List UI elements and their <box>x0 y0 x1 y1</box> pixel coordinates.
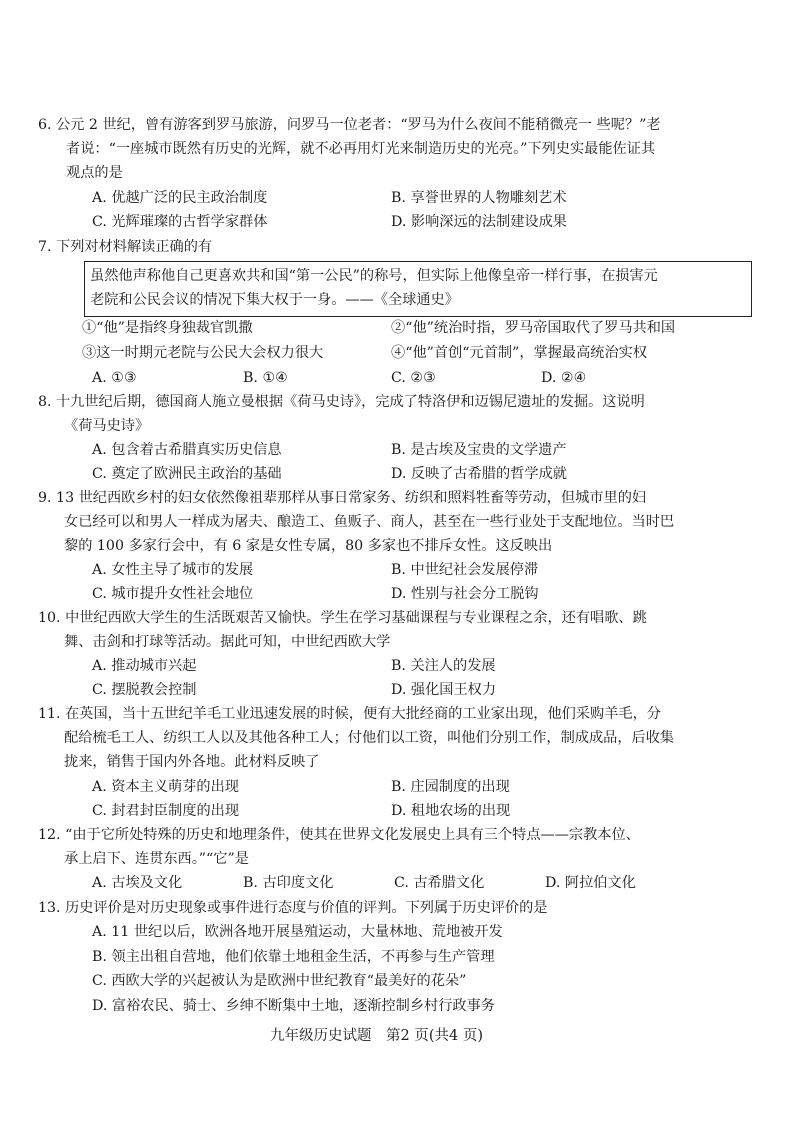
q7-option-d: D. ②④ <box>541 370 587 386</box>
q10-option-d: D. 强化国王权力 <box>391 682 497 698</box>
q11-stem-line3: 拢来，销售于国内外各地。此材料反映了 <box>64 754 320 770</box>
q11-option-a: A. 资本主义萌芽的出现 <box>92 779 239 795</box>
q10-option-c: C. 摆脱教会控制 <box>92 682 197 698</box>
q8-stem-line1: 8. 十九世纪后期，德国商人施立曼根据《荷马史诗》，完成了特洛伊和迈锡尼遗址的发掘。这说明 <box>38 394 645 410</box>
q9-stem-line3: 黎的 100 多家行会中，有 6 家是女性专属，80 多家也不排斥女性。这反映出 <box>64 538 553 554</box>
q7-item-3: ③这一时期元老院与公民大会权力很大 <box>82 345 324 361</box>
q7-option-c: C. ②③ <box>391 370 436 386</box>
q6-option-a: A. 优越广泛的民主政治制度 <box>92 190 268 206</box>
q13-option-a: A. 11 世纪以后，欧洲各地开展垦殖运动，大量林地、荒地被开发 <box>92 924 503 940</box>
q7-item-2: ②“他”统治时指，罗马帝国取代了罗马共和国 <box>391 320 676 336</box>
q12-option-d: D. 阿拉伯文化 <box>545 875 636 891</box>
q9-option-c: C. 城市提升女性社会地位 <box>92 586 254 602</box>
q13-option-d: D. 富裕农民、骑士、乡绅不断集中土地，逐渐控制乡村行政事务 <box>92 998 495 1014</box>
q13-stem: 13. 历史评价是对历史现象或事件进行态度与价值的评判。下列属于历史评价的是 <box>38 900 548 916</box>
q11-option-b: B. 庄园制度的出现 <box>391 779 510 795</box>
q6-option-d: D. 影响深远的法制建设成果 <box>391 214 567 230</box>
q6-option-c: C. 光辉璀璨的古哲学家群体 <box>92 214 268 230</box>
q9-option-b: B. 中世纪社会发展停滞 <box>391 562 539 578</box>
q13-option-c: C. 西欧大学的兴起被认为是欧洲中世纪教育“最美好的花朵” <box>92 973 467 989</box>
q13-option-b: B. 领主出租自营地，他们依靠土地租金生活，不再参与生产管理 <box>92 949 495 965</box>
q6-stem-line2: 者说：“一座城市既然有历史的光辉，就不必再用灯光来制造历史的光亮。”下列史实最能佐证其 <box>66 141 656 157</box>
q7-item-1: ①“他”是指终身独裁官凯撒 <box>82 320 253 336</box>
page-footer: 九年级历史试题 第2 页(共4 页) <box>270 1028 483 1044</box>
q11-stem-line2: 配给梳毛工人、纺织工人以及其他各种工人；付他们以工资，叫他们分别工作，制成成品，后收集 <box>64 730 675 746</box>
q8-option-c: C. 奠定了欧洲民主政治的基础 <box>92 466 282 482</box>
q8-option-a: A. 包含着古希腊真实历史信息 <box>92 442 282 458</box>
q12-option-b: B. 古印度文化 <box>243 875 334 891</box>
q12-option-c: C. 古希腊文化 <box>394 875 485 891</box>
q11-option-d: D. 租地农场的出现 <box>391 803 511 819</box>
q7-material-line2: 老院和公民会议的情况下集大权于一身。——《全球通史》 <box>90 292 459 308</box>
q8-option-d: D. 反映了古希腊的哲学成就 <box>391 466 567 482</box>
q6-stem-line3: 观点的是 <box>66 165 123 181</box>
q7-material-line1: 虽然他声称他自己更喜欢共和国“第一公民”的称号，但实际上他像皇帝一样行事，在损害元 <box>90 268 658 284</box>
q9-option-a: A. 女性主导了城市的发展 <box>92 562 254 578</box>
q9-option-d: D. 性别与社会分工脱钩 <box>391 586 539 602</box>
q12-stem-line1: 12. “由于它所处特殊的历史和地理条件，使其在世界文化发展史上具有三个特点——宗教本位、 <box>38 827 640 843</box>
q10-option-a: A. 推动城市兴起 <box>92 658 197 674</box>
q10-stem-line1: 10. 中世纪西欧大学生的生活既艰苦又愉快。学生在学习基础课程与专业课程之余，还有唱歌、跳 <box>38 610 647 626</box>
q8-option-b: B. 是古埃及宝贵的文学遗产 <box>391 442 567 458</box>
q8-stem-line2: 《荷马史诗》 <box>64 418 150 434</box>
q12-option-a: A. 古埃及文化 <box>92 875 183 891</box>
q9-stem-line1: 9. 13 世纪西欧乡村的妇女依然像祖辈那样从事日常家务、纺织和照料牲畜等劳动，但城市里的妇 <box>38 490 647 506</box>
q6-option-b: B. 享誉世界的人物雕刻艺术 <box>391 190 567 206</box>
q7-item-4: ④“他”首创“元首制”，掌握最高统治实权 <box>391 345 648 361</box>
q7-option-b: B. ①④ <box>243 370 288 386</box>
q7-stem: 7. 下列对材料解读正确的有 <box>38 239 213 255</box>
q7-option-a: A. ①③ <box>92 370 137 386</box>
q6-stem-line1: 6. 公元 2 世纪，曾有游客到罗马旅游，问罗马一位老者：“罗马为什么夜间不能稍微亮一 些呢？”老 <box>38 117 661 133</box>
q11-option-c: C. 封君封臣制度的出现 <box>92 803 240 819</box>
q12-stem-line2: 承上启下、连贯东西。”“它”是 <box>64 851 249 867</box>
q10-stem-line2: 舞、击剑和打球等活动。据此可知，中世纪西欧大学 <box>64 634 391 650</box>
q11-stem-line1: 11. 在英国，当十五世纪羊毛工业迅速发展的时候，便有大批经商的工业家出现，他们采购羊毛，分 <box>38 706 661 722</box>
q9-stem-line2: 女已经可以和男人一样成为屠夫、酿造工、鱼贩子、商人，甚至在一些行业处于支配地位。当时巴 <box>64 514 675 530</box>
q10-option-b: B. 关注人的发展 <box>391 658 496 674</box>
